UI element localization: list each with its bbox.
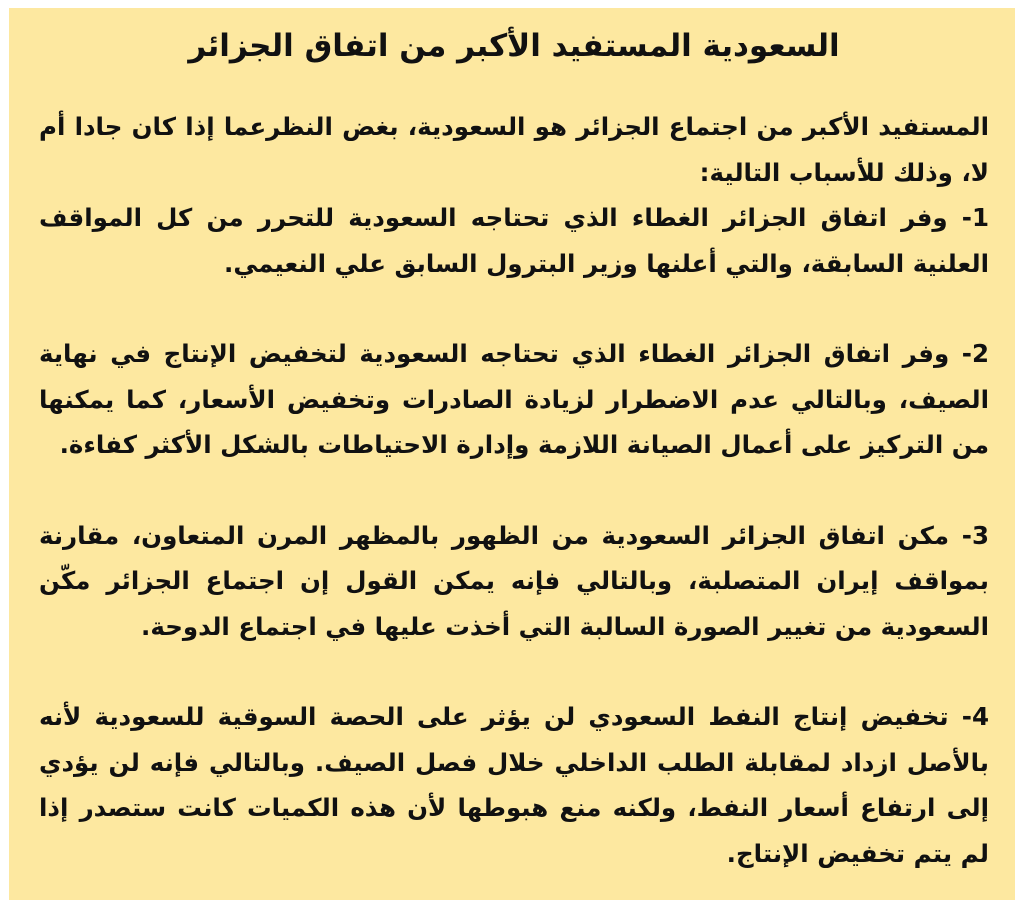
article-intro: المستفيد الأكبر من اجتماع الجزائر هو السعودية، بغض النظرعما إذا كان جادا أم لا، وذلك للأسباب التالية: [39,112,989,187]
list-item [39,195,989,286]
point-number: 4- [961,702,989,731]
list-item [39,513,989,650]
list-item [39,331,989,468]
point-text: مكن اتفاق الجزائر السعودية من الظهور بالمظهر المرن المتعاون، مقارنة بمواقف إيران المتصلبة، وبالتالي فإنه يمكن القول إن اجتماع الجزائر مكّن السعودية من تغيير الصورة السالبة التي أخذت عليها في اجتماع الدوحة. [39,520,989,641]
point-number: 2- [961,339,989,368]
list-item [39,694,989,876]
point-number: 3- [961,520,989,550]
point-number: 1- [961,203,990,232]
article-title: السعودية المستفيد الأكبر من اتفاق الجزائر [188,28,840,64]
point-text: تخفيض إنتاج النفط السعودي لن يؤثر على الحصة السوقية للسعودية لأنه بالأصل ازداد لمقابلة الطلب الداخلي خلال فصل الصيف. وبالتالي فإنه لن يؤدي إلى ارتفاع أسعار النفط، ولكنه منع هبوطها لأن هذه الكميات كانت ستصدر إذا لم يتم تخفيض الإنتاج. [39,702,989,868]
point-text: وفر اتفاق الجزائر الغطاء الذي تحتاجه السعودية للتحرر من كل المواقف العلنية السابقة، والتي أعلنها وزير البترول السابق علي النعيمي. [39,203,989,278]
article-card [9,8,1015,900]
point-text: وفر اتفاق الجزائر الغطاء الذي تحتاجه السعودية لتخفيض الإنتاج في نهاية الصيف، وبالتالي عدم الاضطرار لزيادة الصادرات وتخفيض الأسعار، كما يمكنها من التركيز على أعمال الصيانة اللازمة وإدارة الاحتياطات بالشكل الأكثر كفاءة. [39,339,989,459]
